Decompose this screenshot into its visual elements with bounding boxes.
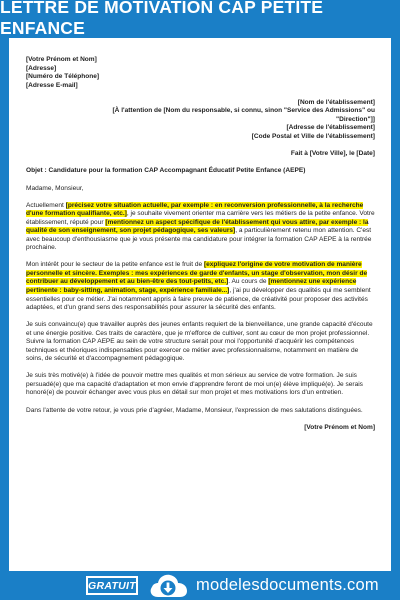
paragraph-2 — [26, 261, 375, 312]
recipient-block — [26, 99, 375, 142]
p2-text-b: . Au cours de — [228, 278, 269, 286]
p1-text-a: Actuellement — [26, 201, 66, 209]
recipient-attention-cont: "Direction"]] — [336, 115, 375, 123]
recipient-address: [Adresse de l'établissement] — [286, 124, 375, 132]
p2-text-c: , j'ai pu développer des qualités qui me semblent essentielles pour ce métier. J'ai notamment appris à faire preuve de patience, de créativité pour proposer des activités adaptées, et d'un grand sens des responsabilités pour assurer la sécurité des enfants. — [26, 286, 371, 312]
salutation: Madame, Monsieur, — [26, 184, 84, 192]
sender-phone: [Numéro de Téléphone] — [26, 73, 100, 81]
recipient-name: [Nom de l'établissement] — [297, 98, 375, 106]
signature: [Votre Prénom et Nom] — [304, 424, 375, 432]
cloud-download-icon[interactable] — [148, 573, 188, 599]
date-line: Fait à [Votre Ville], le [Date] — [290, 149, 375, 157]
letter-object: Objet : Candidature pour la formation CAP Accompagnant Éducatif Petite Enfance (AEPE) — [26, 166, 306, 174]
p1-text-c: , a particulièrement retenu mon attention. C'est avec beaucoup d'enthousiasme que je vous présente ma candidature pour intégrer la formation CAP AEPE à la rentrée prochaine. — [26, 227, 372, 252]
p2-highlight-1: [expliquez l'origine de votre motivation de manière personnelle et sincère. Exemples : mes expériences de garde d'enfants, un stage d'observation, mon désir de contribuer au développement et au bien-être des tout-petits, etc.] — [26, 261, 368, 286]
p2-text-a: Mon intérêt pour le secteur de la petite enfance est le fruit de — [26, 261, 204, 269]
paragraph-5: Dans l'attente de votre retour, je vous prie d'agréer, Madame, Monsieur, l'expression de mes salutations distinguées. — [26, 406, 363, 414]
recipient-attention: [À l'attention de [Nom du responsable, si connu, sinon "Service des Admissions" ou — [112, 107, 375, 115]
letter-page — [9, 38, 391, 571]
sender-email: [Adresse E-mail] — [26, 81, 78, 89]
sender-address: [Adresse] — [26, 64, 57, 72]
gratuit-badge[interactable]: GRATUIT — [86, 576, 138, 595]
p1-highlight-1: [précisez votre situation actuelle, par exemple : en reconversion professionnelle, à la recherche d'une formation qualifiante, etc.] — [26, 201, 364, 218]
p1-text-b: , je souhaite vivement orienter ma carrière vers les métiers de la petite enfance. Votre établissement, réputé pour — [26, 210, 375, 226]
p2-highlight-2: [mentionnez une expérience pertinente : baby-sitting, animation, stage, expérience familiale...] — [26, 278, 357, 294]
p1-highlight-2: [mentionnez un aspect spécifique de l'établissement qui vous attire, par exemple : la qualité de son enseignement, son projet pédagogique, ses valeurs] — [26, 218, 369, 235]
sender-name: [Votre Prénom et Nom] — [26, 56, 97, 63]
footer-bar — [0, 571, 400, 600]
paragraph-1 — [26, 202, 375, 253]
sender-block — [26, 56, 375, 90]
paragraph-3: Je suis convaincu(e) que travailler auprès des jeunes enfants requiert de la bienveillance, une grande capacité d'écoute et une énergie positive. Ces traits de caractère, que je m'efforce de cultiver, sont au cœur de mon projet professionnel. Suivre la formation CAP AEPE au sein de votre structure serait pour moi l'opportunité d'acquérir les compétences techniques et théoriques indispensables pour exercer ce métier avec professionnalisme, notamment en matière de soins, de sécurité et d'accompagnement pédagogique. — [26, 321, 373, 363]
site-name[interactable]: modelesdocuments.com — [196, 576, 379, 594]
recipient-city: [Code Postal et Ville de l'établissement] — [251, 132, 375, 140]
paragraph-4: Je suis très motivé(e) à l'idée de pouvoir mettre mes qualités et mon sérieux au service de votre formation. Je suis persuadé(e) que ma capacité d'adaptation et mon envie d'apprendre feront de moi un(e) élève impliqué(e). Je serais honoré(e) de pouvoir échanger avec vous plus en détail sur mon projet et mes motivations lors d'un entretien. — [26, 372, 363, 397]
banner-title: LETTRE DE MOTIVATION CAP PETITE ENFANCE — [0, 0, 324, 38]
